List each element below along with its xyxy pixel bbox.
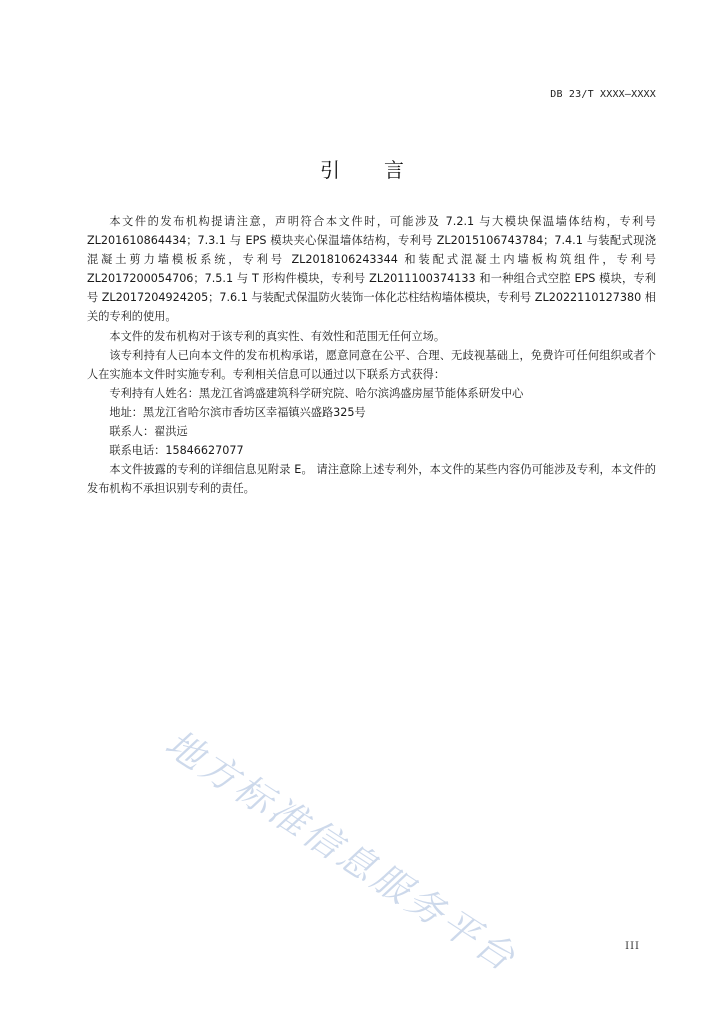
contact-person: 联系人：翟洪远 — [109, 425, 188, 439]
document-body — [87, 212, 656, 498]
paragraph-appendix-note: 本文件披露的专利的详细信息见附录 E。 请注意除上述专利外，本文件的某些内容仍可能涉及专利，本文件的发布机构不承担识别专利的责任。 — [87, 463, 656, 496]
paragraph-no-position: 本文件的发布机构对于该专利的真实性、有效性和范围无任何立场。 — [109, 329, 446, 343]
patent-holder-name: 专利持有人姓名：黑龙江省鸿盛建筑科学研究院、哈尔滨鸿盛房屋节能体系研发中心 — [109, 386, 524, 400]
paragraph-patent-statement: 本文件的发布机构提请注意，声明符合本文件时，可能涉及 7.2.1 与大模块保温墙体结构，专利号 ZL201610864434；7.3.1 与 EPS 模块夹心保温墙体结构，专利号 ZL2015106743784；7.4.1 与装配式现浇混凝土剪力墙模板系统，专利号 ZL2018106243344 和装配式混凝土内墙板构筑组件，专利号 ZL2017200054706；7.5.1 与 T 形构件模块，专利号 ZL2011100374133 和一种组合式空腔 EPS 模块，专利号 ZL2017204924205；7.6.1 与装配式保温防火装饰一体化芯柱结构墙体模块，专利号 ZL2022110127380 相关的专利的使用。 — [87, 215, 656, 324]
page-number: III — [625, 941, 640, 952]
section-title: 引言 — [320, 158, 448, 182]
patent-holder-address: 地址：黑龙江省哈尔滨市香坊区幸福镇兴盛路325号 — [109, 405, 366, 419]
watermark: 地方标准信息服务平台 — [157, 721, 525, 981]
contact-phone: 联系电话：15846627077 — [109, 444, 244, 458]
standard-code: DB 23/T XXXX—XXXX — [550, 89, 656, 100]
paragraph-patent-commitment: 该专利持有人已向本文件的发布机构承诺，愿意同意在公平、合理、无歧视基础上，免费许可任何组织或者个人在实施本文件时实施专利。专利相关信息可以通过以下联系方式获得： — [87, 348, 656, 381]
